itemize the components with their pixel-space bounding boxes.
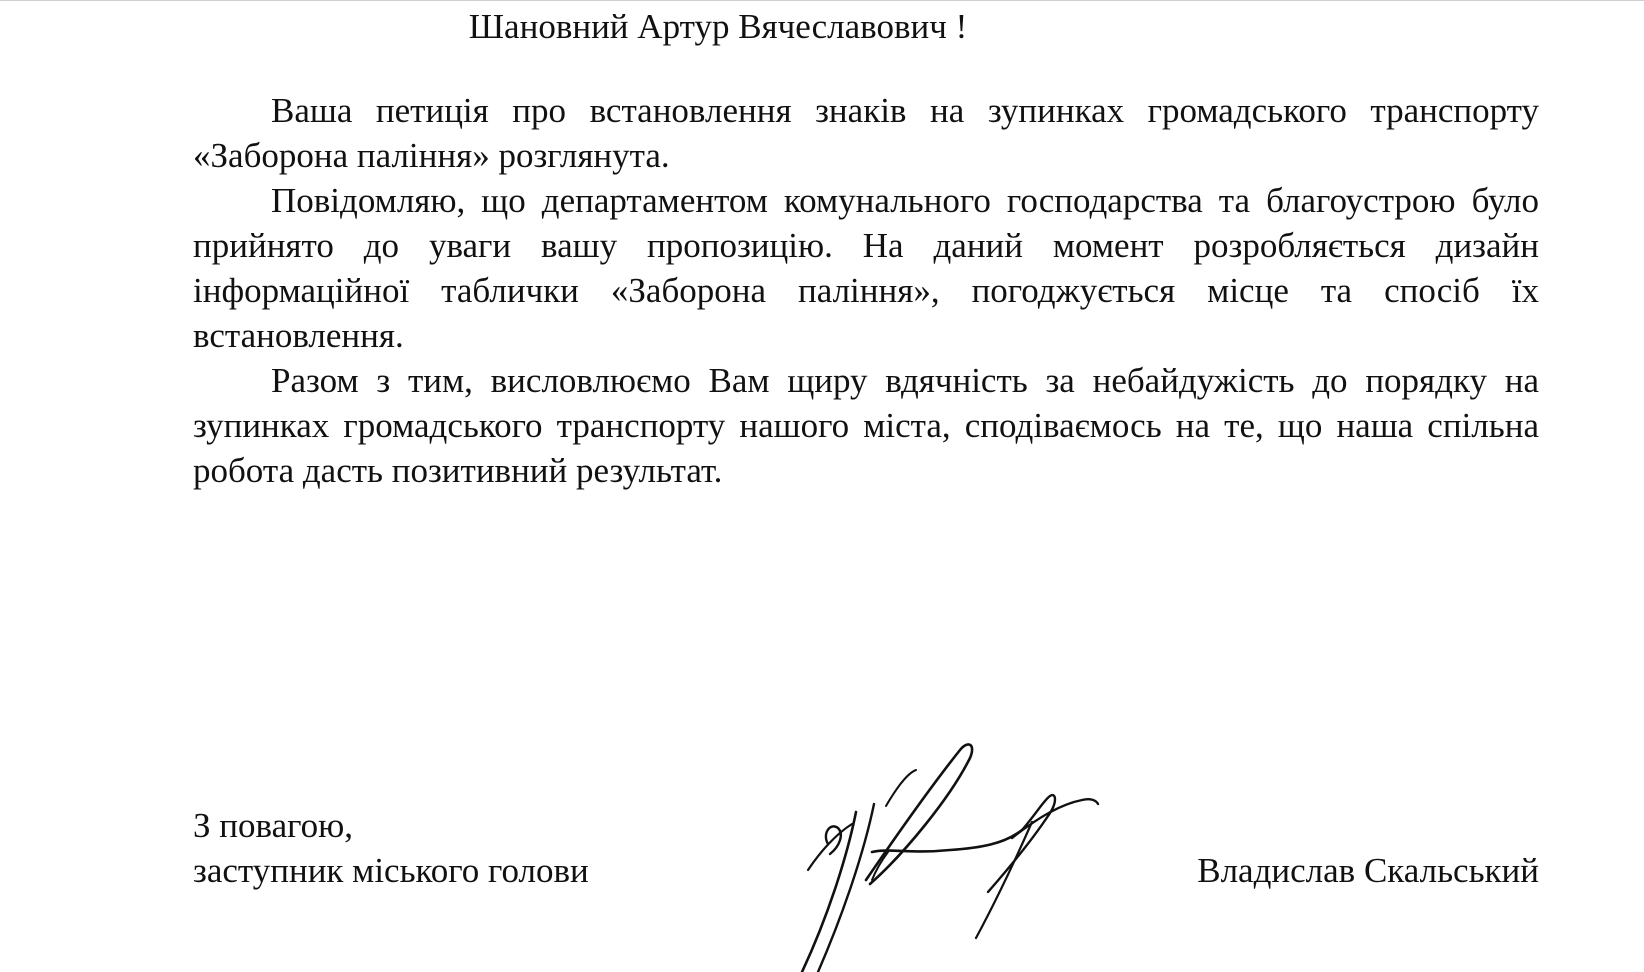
handwritten-signature-icon [800, 742, 1140, 972]
paragraph-department-notice: Повідомляю, що департаментом комунального господарства та благоустрою було прийнято до уваги вашу пропозицію. На даний момент розробляється дизайн інформаційної таблички «Заборона паління», погоджується місце та спосіб їх встановлення. [193, 181, 1539, 355]
signer-position: заступник міського голови [193, 851, 589, 890]
paragraph-gratitude: Разом з тим, висловлюємо Вам щиру вдячність за небайдужість до порядку на зупинках громадського транспорту нашого міста, сподіваємось на те, що наша спільна робота дасть позитивний результат. [193, 361, 1539, 490]
page-top-edge [0, 0, 1644, 1]
letter-body [193, 88, 1539, 493]
closing-block [193, 803, 589, 893]
closing-regards: З повагою, [193, 806, 353, 845]
letter-salutation: Шановний Артур Вячеславович ! [468, 7, 968, 46]
paragraph-petition-reviewed: Ваша петиція про встановлення знаків на зупинках громадського транспорту «Заборона паління» розглянута. [193, 91, 1539, 175]
signer-name: Владислав Скальський [1197, 851, 1539, 890]
